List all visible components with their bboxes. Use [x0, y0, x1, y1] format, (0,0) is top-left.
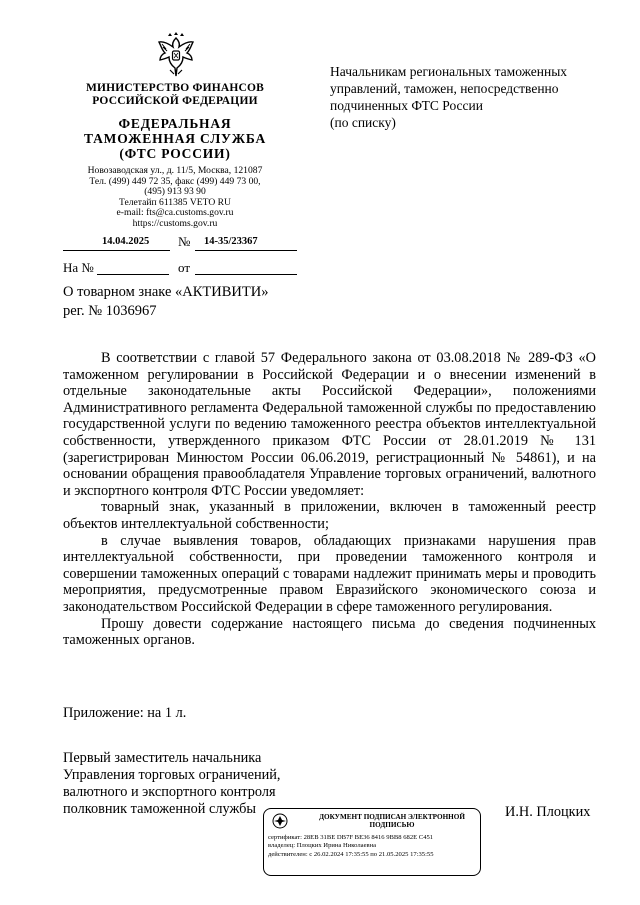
- signature-seal-icon: [270, 812, 290, 833]
- signer-line-2: Управления торговых ограничений,: [63, 767, 281, 783]
- russian-coat-of-arms-icon: [156, 32, 196, 83]
- stamp-title-line-1: ДОКУМЕНТ ПОДПИСАН ЭЛЕКТРОННОЙ: [319, 813, 465, 821]
- ministry-name: [70, 82, 280, 108]
- contact-phone-2: (495) 913 93 90: [144, 186, 206, 198]
- ministry-line-1: МИНИСТЕРСТВО ФИНАНСОВ: [85, 82, 265, 94]
- recipient-line-1: Начальникам региональных таможенных: [330, 64, 568, 79]
- service-line-2: ТАМОЖЕННАЯ СЛУЖБА: [83, 131, 267, 146]
- body-paragraph-2: товарный знак, указанный в приложении, включен в таможенный реестр объектов интеллектуальной собственности;: [63, 499, 596, 532]
- stamp-owner: владелец: Плоцких Ирина Николаевна: [268, 842, 377, 850]
- recipient-block: [330, 63, 600, 131]
- body-paragraph-3: в случае выявления товаров, обладающих признаками нарушения прав интеллектуальной собственности, при проведении таможенного контроля и совершении таможенных операций с товарами надлежит принимать меры и проводить мероприятия, предусмотренные правом Евразийского экономического союза и законодательством Российской Федерации в сфере таможенного регулирования.: [63, 532, 596, 615]
- service-line-1: ФЕДЕРАЛЬНАЯ: [118, 116, 232, 131]
- contact-website: https://customs.gov.ru: [132, 217, 218, 229]
- stamp-title-line-2: ПОДПИСЬЮ: [369, 821, 415, 830]
- ref-number-label: На №: [63, 260, 94, 275]
- recipient-line-4: (по списку): [330, 115, 396, 130]
- signer-name: И.Н. Плоцких: [505, 804, 591, 820]
- ref-from-label: от: [178, 260, 191, 275]
- ministry-line-2: РОССИЙСКОЙ ФЕДЕРАЦИИ: [92, 95, 258, 107]
- signer-line-1: Первый заместитель начальника: [63, 750, 262, 766]
- stamp-title: [310, 813, 474, 830]
- ref-date-underline: [195, 274, 297, 275]
- contact-phone: Тел. (499) 449 72 35, факс (499) 449 73 00,: [89, 175, 261, 187]
- contact-address: Новозаводская ул., д. 11/5, Москва, 121087: [87, 165, 263, 176]
- subject: [63, 283, 268, 321]
- body-paragraph-1: В соответствии с главой 57 Федерального закона от 03.08.2018 № 289-ФЗ «О таможенном регулировании в Российской Федерации и о внесении изменений в отдельные законодательные акты Российской Федерации», положениями Административного регламента Федеральной таможенной службы по предоставлению государственной услуги по ведению таможенного реестра объектов интеллектуальной собственности, утвержденного приказом ФТС России от 28.01.2019 № 131 (зарегистрирован Минюстом России 06.06.2019, регистрационный № 54861), и на основании обращения правообладателя Управление торговых ограничений, валютного и экспортного контроля ФТС России уведомляет:: [63, 350, 596, 499]
- letter-body: [63, 350, 596, 649]
- stamp-validity: действителен: с 26.02.2024 17:35:55 по 21.05.2025 17:35:55: [268, 850, 434, 858]
- recipient-line-3: подчиненных ФТС России: [330, 98, 483, 113]
- recipient-line-2: управлений, таможен, непосредственно: [330, 81, 559, 96]
- body-paragraph-4: Прошу довести содержание настоящего письма до сведения подчиненных таможенных органов.: [63, 615, 596, 649]
- appendix-note: Приложение: на 1 л.: [63, 705, 187, 721]
- signer-position: [63, 750, 280, 818]
- document-number: 14-35/23367: [204, 236, 258, 247]
- service-line-3: (ФТС РОССИИ): [119, 146, 231, 161]
- stamp-certificate: сертификат: 28EB 31BE DB7F BE36 8416 9BB8 682E C451: [268, 834, 434, 841]
- subject-line-2: рег. № 1036967: [63, 303, 157, 319]
- subject-line-1: О товарном знаке «АКТИВИТИ»: [63, 284, 269, 300]
- contact-email: e-mail: fts@ca.customs.gov.ru: [116, 207, 234, 219]
- ref-number-underline: [97, 274, 169, 275]
- number-sign: №: [178, 234, 191, 249]
- signer-line-4: полковник таможенной службы: [63, 801, 257, 817]
- contacts-block: [70, 166, 280, 230]
- number-underline: [195, 250, 297, 251]
- stamp-details: [268, 834, 434, 859]
- electronic-signature-stamp: [263, 808, 481, 876]
- contact-teletype: Телетайп 611385 VETO RU: [119, 196, 231, 208]
- date-underline: [63, 250, 170, 251]
- signer-line-3: валютного и экспортного контроля: [63, 784, 276, 800]
- service-name: [70, 116, 280, 161]
- document-date: 14.04.2025: [102, 236, 150, 247]
